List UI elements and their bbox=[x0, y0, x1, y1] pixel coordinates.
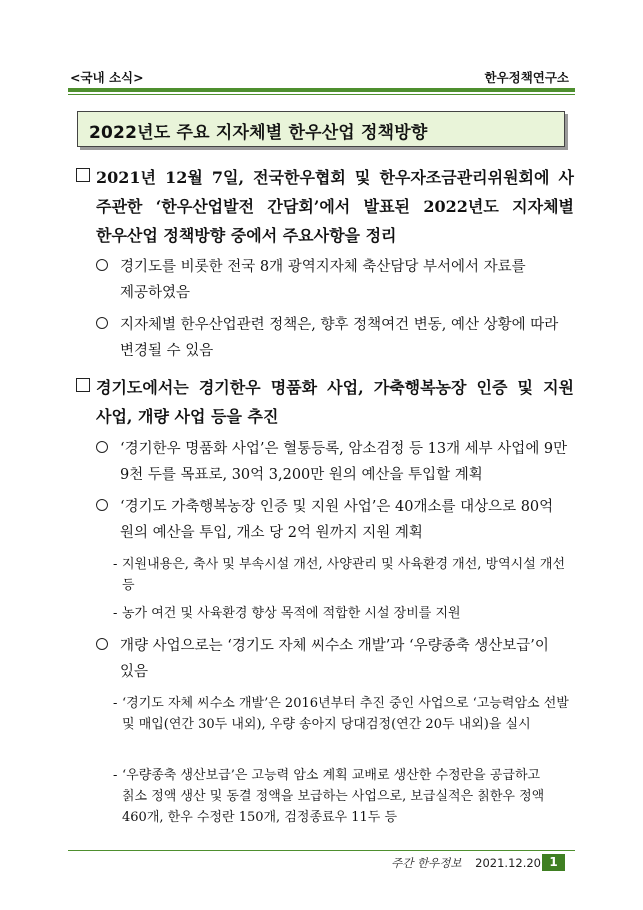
item-text: ‘경기한우 명품화 사업’은 혈통등록, 암소검정 등 13개 세부 사업에 9만 9천 두를 목표로, 30억 3,200만 원의 예산을 투입할 계획 bbox=[120, 441, 568, 483]
sub-text: ‘경기도 자체 씨수소 개발’은 2016년부터 추진 중인 사업으로 ‘고능력암소 선발 및 매입(연간 30두 내외), 우량 송아지 당대검정(연간 20두 내외)을 실시 bbox=[122, 696, 569, 732]
section-2-item-1 bbox=[96, 436, 570, 488]
circle-bullet-icon bbox=[96, 441, 108, 453]
item-text: 경기도를 비롯한 전국 8개 광역지자체 축산담당 부서에서 자료를 제공하였음 bbox=[120, 259, 526, 301]
section-2-text: 경기도에서는 경기한우 명품화 사업, 가축행복농장 인증 및 지원 사업, 개량 사업 등을 추진 bbox=[96, 378, 574, 426]
section-2-sub-2 bbox=[113, 603, 569, 624]
dash-bullet: - bbox=[113, 768, 118, 783]
section-1-text: 2021년 12월 7일, 전국한우협회 및 한우자조금관리위원회에 사 주관한 ‘한우산업발전 간담회’에서 발표된 2022년도 지자체별 한우산업 정책방향 중에서 주요사항을 정리 bbox=[96, 168, 574, 245]
header-section-label: <국내 소식> bbox=[70, 70, 144, 85]
title-box bbox=[77, 111, 565, 147]
section-1-item-2 bbox=[96, 312, 570, 364]
sub-text: 농가 여건 및 사육환경 향상 목적에 적합한 시설 장비를 지원 bbox=[122, 606, 461, 621]
header-rule-thin bbox=[68, 94, 575, 95]
header-publisher: 한우정책연구소 bbox=[484, 70, 569, 85]
footer-date: 2021.12.20 bbox=[475, 856, 541, 870]
header-rule-thick bbox=[68, 88, 575, 92]
checkbox-square-icon bbox=[76, 168, 90, 182]
circle-bullet-icon bbox=[96, 259, 108, 271]
page-title: 2022년도 주요 지자체별 한우산업 정책방향 bbox=[89, 123, 428, 143]
section-2 bbox=[74, 373, 574, 431]
checkbox-square-icon bbox=[76, 378, 90, 392]
dash-bullet: - bbox=[113, 606, 118, 621]
item-text: 개량 사업으로는 ‘경기도 자체 씨수소 개발’과 ‘우량종축 생산보급’이 있음 bbox=[120, 638, 549, 680]
item-text: 지자체별 한우산업관련 정책은, 향후 정책여건 변동, 예산 상황에 따라 변경될 수 있음 bbox=[120, 317, 559, 359]
section-2-item-2 bbox=[96, 494, 570, 546]
section-1 bbox=[74, 163, 574, 250]
section-1-item-1 bbox=[96, 254, 570, 306]
section-2-sub-4 bbox=[113, 765, 569, 828]
section-2-sub-3 bbox=[113, 693, 569, 735]
circle-bullet-icon bbox=[96, 638, 108, 650]
sub-text: ‘우량종축 생산보급’은 고능력 암소 계획 교배로 생산한 수정란을 공급하고 칡소 정액 생산 및 동결 정액을 보급하는 사업으로, 보급실적은 칡한우 정액 460개, 한우 수정란 150개, 검정종료우 11두 등 bbox=[122, 768, 545, 825]
dash-bullet: - bbox=[113, 696, 118, 711]
footer-rule bbox=[68, 850, 575, 851]
footer-info bbox=[391, 855, 541, 871]
section-2-sub-1 bbox=[113, 554, 569, 596]
sub-text: 지원내용은, 축사 및 부속시설 개선, 사양관리 및 사육환경 개선, 방역시설 개선 등 bbox=[122, 557, 566, 593]
circle-bullet-icon bbox=[96, 317, 108, 329]
item-text: ‘경기도 가축행복농장 인증 및 지원 사업’은 40개소를 대상으로 80억 원의 예산을 투입, 개소 당 2억 원까지 지원 계획 bbox=[120, 499, 554, 541]
section-2-item-3 bbox=[96, 633, 570, 685]
dash-bullet: - bbox=[113, 557, 118, 572]
circle-bullet-icon bbox=[96, 499, 108, 511]
footer-publication: 주간 한우정보 bbox=[391, 856, 462, 870]
page-number: 1 bbox=[542, 854, 565, 871]
